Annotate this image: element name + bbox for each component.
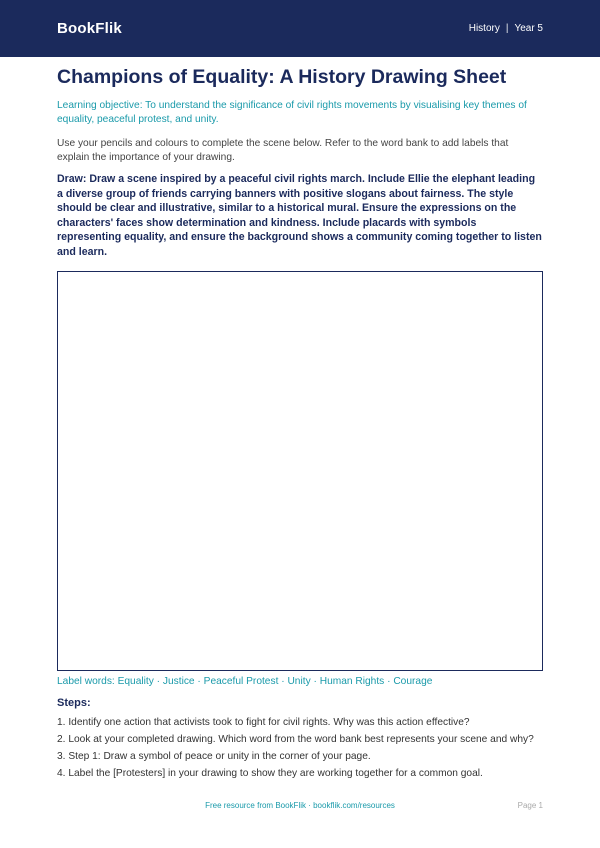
subject-label: History: [468, 23, 500, 34]
page-title: Champions of Equality: A History Drawing Sheet: [57, 66, 507, 88]
page-header: [0, 0, 600, 57]
header-meta: [469, 23, 543, 34]
page-number: Page 1: [517, 801, 543, 810]
year-label: Year 5: [514, 23, 543, 34]
steps-heading: Steps:: [57, 697, 91, 709]
steps-list: [57, 714, 547, 782]
drawing-area[interactable]: [57, 271, 543, 671]
meta-separator: |: [505, 23, 509, 34]
page-footer: [57, 801, 543, 815]
word-bank: Label words: Equality · Justice · Peaceful Protest · Unity · Human Rights · Courage: [57, 676, 433, 687]
step-item: 4. Label the [Protesters] in your drawing to show they are working together for a common goal.: [57, 768, 483, 779]
footer-credit-link[interactable]: Free resource from BookFlik · bookflik.com/resources: [205, 801, 395, 810]
drawing-prompt: Draw: Draw a scene inspired by a peaceful civil rights march. Include Ellie the elephant leading a diverse group of friends carrying banners with positive slogans about fairness. The style should be clear and illustrative, similar to a historical mural. Ensure the expressions on the characters' faces show determination and kindness. Include placards with symbols representing equality, and ensure the background shows a community coming together to listen and learn.: [57, 173, 542, 258]
learning-objective: Learning objective: To understand the significance of civil rights movements by visualising key themes of equality, peaceful protest, and unity.: [57, 100, 527, 125]
instructions-text: Use your pencils and colours to complete the scene below. Refer to the word bank to add labels that explain the importance of your drawing.: [57, 138, 509, 163]
step-item: 3. Step 1: Draw a symbol of peace or unity in the corner of your page.: [57, 751, 371, 762]
brand-logo[interactable]: BookFlik: [57, 20, 122, 37]
step-item: 1. Identify one action that activists took to fight for civil rights. Why was this action effective?: [57, 717, 470, 728]
step-item: 2. Look at your completed drawing. Which word from the word bank best represents your scene and why?: [57, 734, 534, 745]
